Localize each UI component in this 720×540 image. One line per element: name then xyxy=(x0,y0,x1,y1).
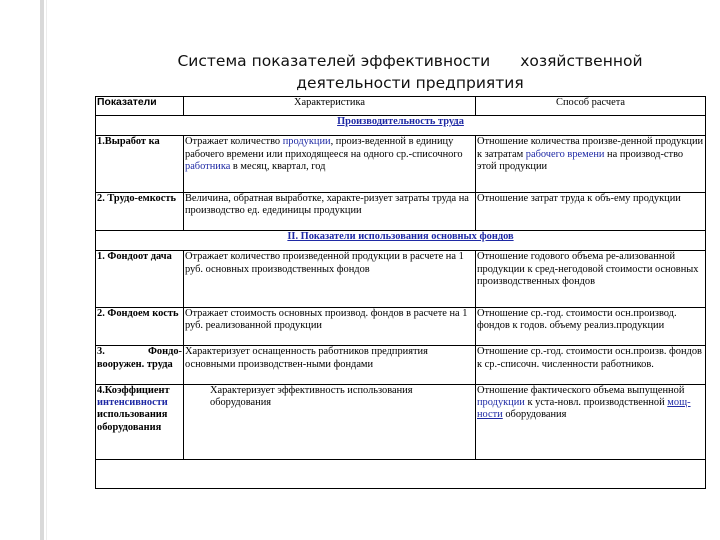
table-header-row xyxy=(96,97,706,116)
row3-description: Отражает количество произведенной продукции в расчете на 1 руб. основных производственных фондов xyxy=(184,251,476,308)
header-calculation-method: Способ расчета xyxy=(476,97,706,116)
left-decorative-rule xyxy=(40,0,44,540)
table-empty-row xyxy=(96,460,706,489)
row5-description: Характеризует оснащенность работников предприятия основными производствен-ными фондами xyxy=(184,346,476,384)
row6-name: 4.Коэффициент интенсивности использования оборудования xyxy=(96,384,184,459)
title-line1-part2: хозяйственной xyxy=(520,52,643,70)
row5-name: 3. Фондо-вооружен. труда xyxy=(96,346,184,384)
empty-cell xyxy=(96,460,706,489)
title-line2: деятельности предприятия xyxy=(296,74,524,92)
page-title xyxy=(100,50,720,94)
row6-method: Отношение фактического объема выпущенной продукции к уста-новл. производственной мощ-ности оборудования xyxy=(476,384,706,459)
header-characteristic: Характеристика xyxy=(184,97,476,116)
table-row xyxy=(96,308,706,346)
table-row xyxy=(96,251,706,308)
row6-description: Характеризует эффективность использования оборудования xyxy=(184,384,476,459)
row4-description: Отражает стоимость основных производ. фондов в расчете на 1 руб. реализованной продукции xyxy=(184,308,476,346)
table-row xyxy=(96,346,706,384)
row1-name: 1.Выработ ка xyxy=(96,136,184,193)
header-indicators: Показатели xyxy=(96,97,184,116)
left-decorative-rule-thin xyxy=(46,0,47,540)
row3-method: Отношение годового объема ре-ализованной продукции к сред-негодовой стоимости основных производственных фондов xyxy=(476,251,706,308)
row2-method: Отношение затрат труда к объ-ему продукции xyxy=(476,193,706,231)
section-title-labor: Производительность труда xyxy=(337,116,464,128)
row5-method: Отношение ср.-год. стоимости осн.произв. фондов к ср.-списочн. численности работников. xyxy=(476,346,706,384)
table-row xyxy=(96,136,706,193)
indicators-table xyxy=(95,96,706,489)
row1-method: Отношение количества произве-денной продукции к затратам рабочего времени на производ-ство этой продукции xyxy=(476,136,706,193)
table-row xyxy=(96,193,706,231)
row4-name: 2. Фондоем кость xyxy=(96,308,184,346)
section-row-fixed-assets xyxy=(96,231,706,251)
row4-method: Отношение ср.-год. стоимости осн.производ. фондов к годов. объему реализ.продукции xyxy=(476,308,706,346)
section-row-labor xyxy=(96,116,706,136)
row2-name: 2. Трудо-емкость xyxy=(96,193,184,231)
section-title-fixed-assets: II. Показатели использования основных фондов xyxy=(287,231,514,243)
row1-description: Отражает количество продукции, произ-веденной в единицу рабочего времени или приходящееся на одного ср.-списочного работника в месяц, квартал, год xyxy=(184,136,476,193)
title-line1-part1: Система показателей эффективности xyxy=(177,52,491,70)
row2-description: Величина, обратная выработке, характе-ризует затраты труда на производство ед. едединицы продукции xyxy=(184,193,476,231)
table-row xyxy=(96,384,706,459)
row3-name: 1. Фондоот дача xyxy=(96,251,184,308)
